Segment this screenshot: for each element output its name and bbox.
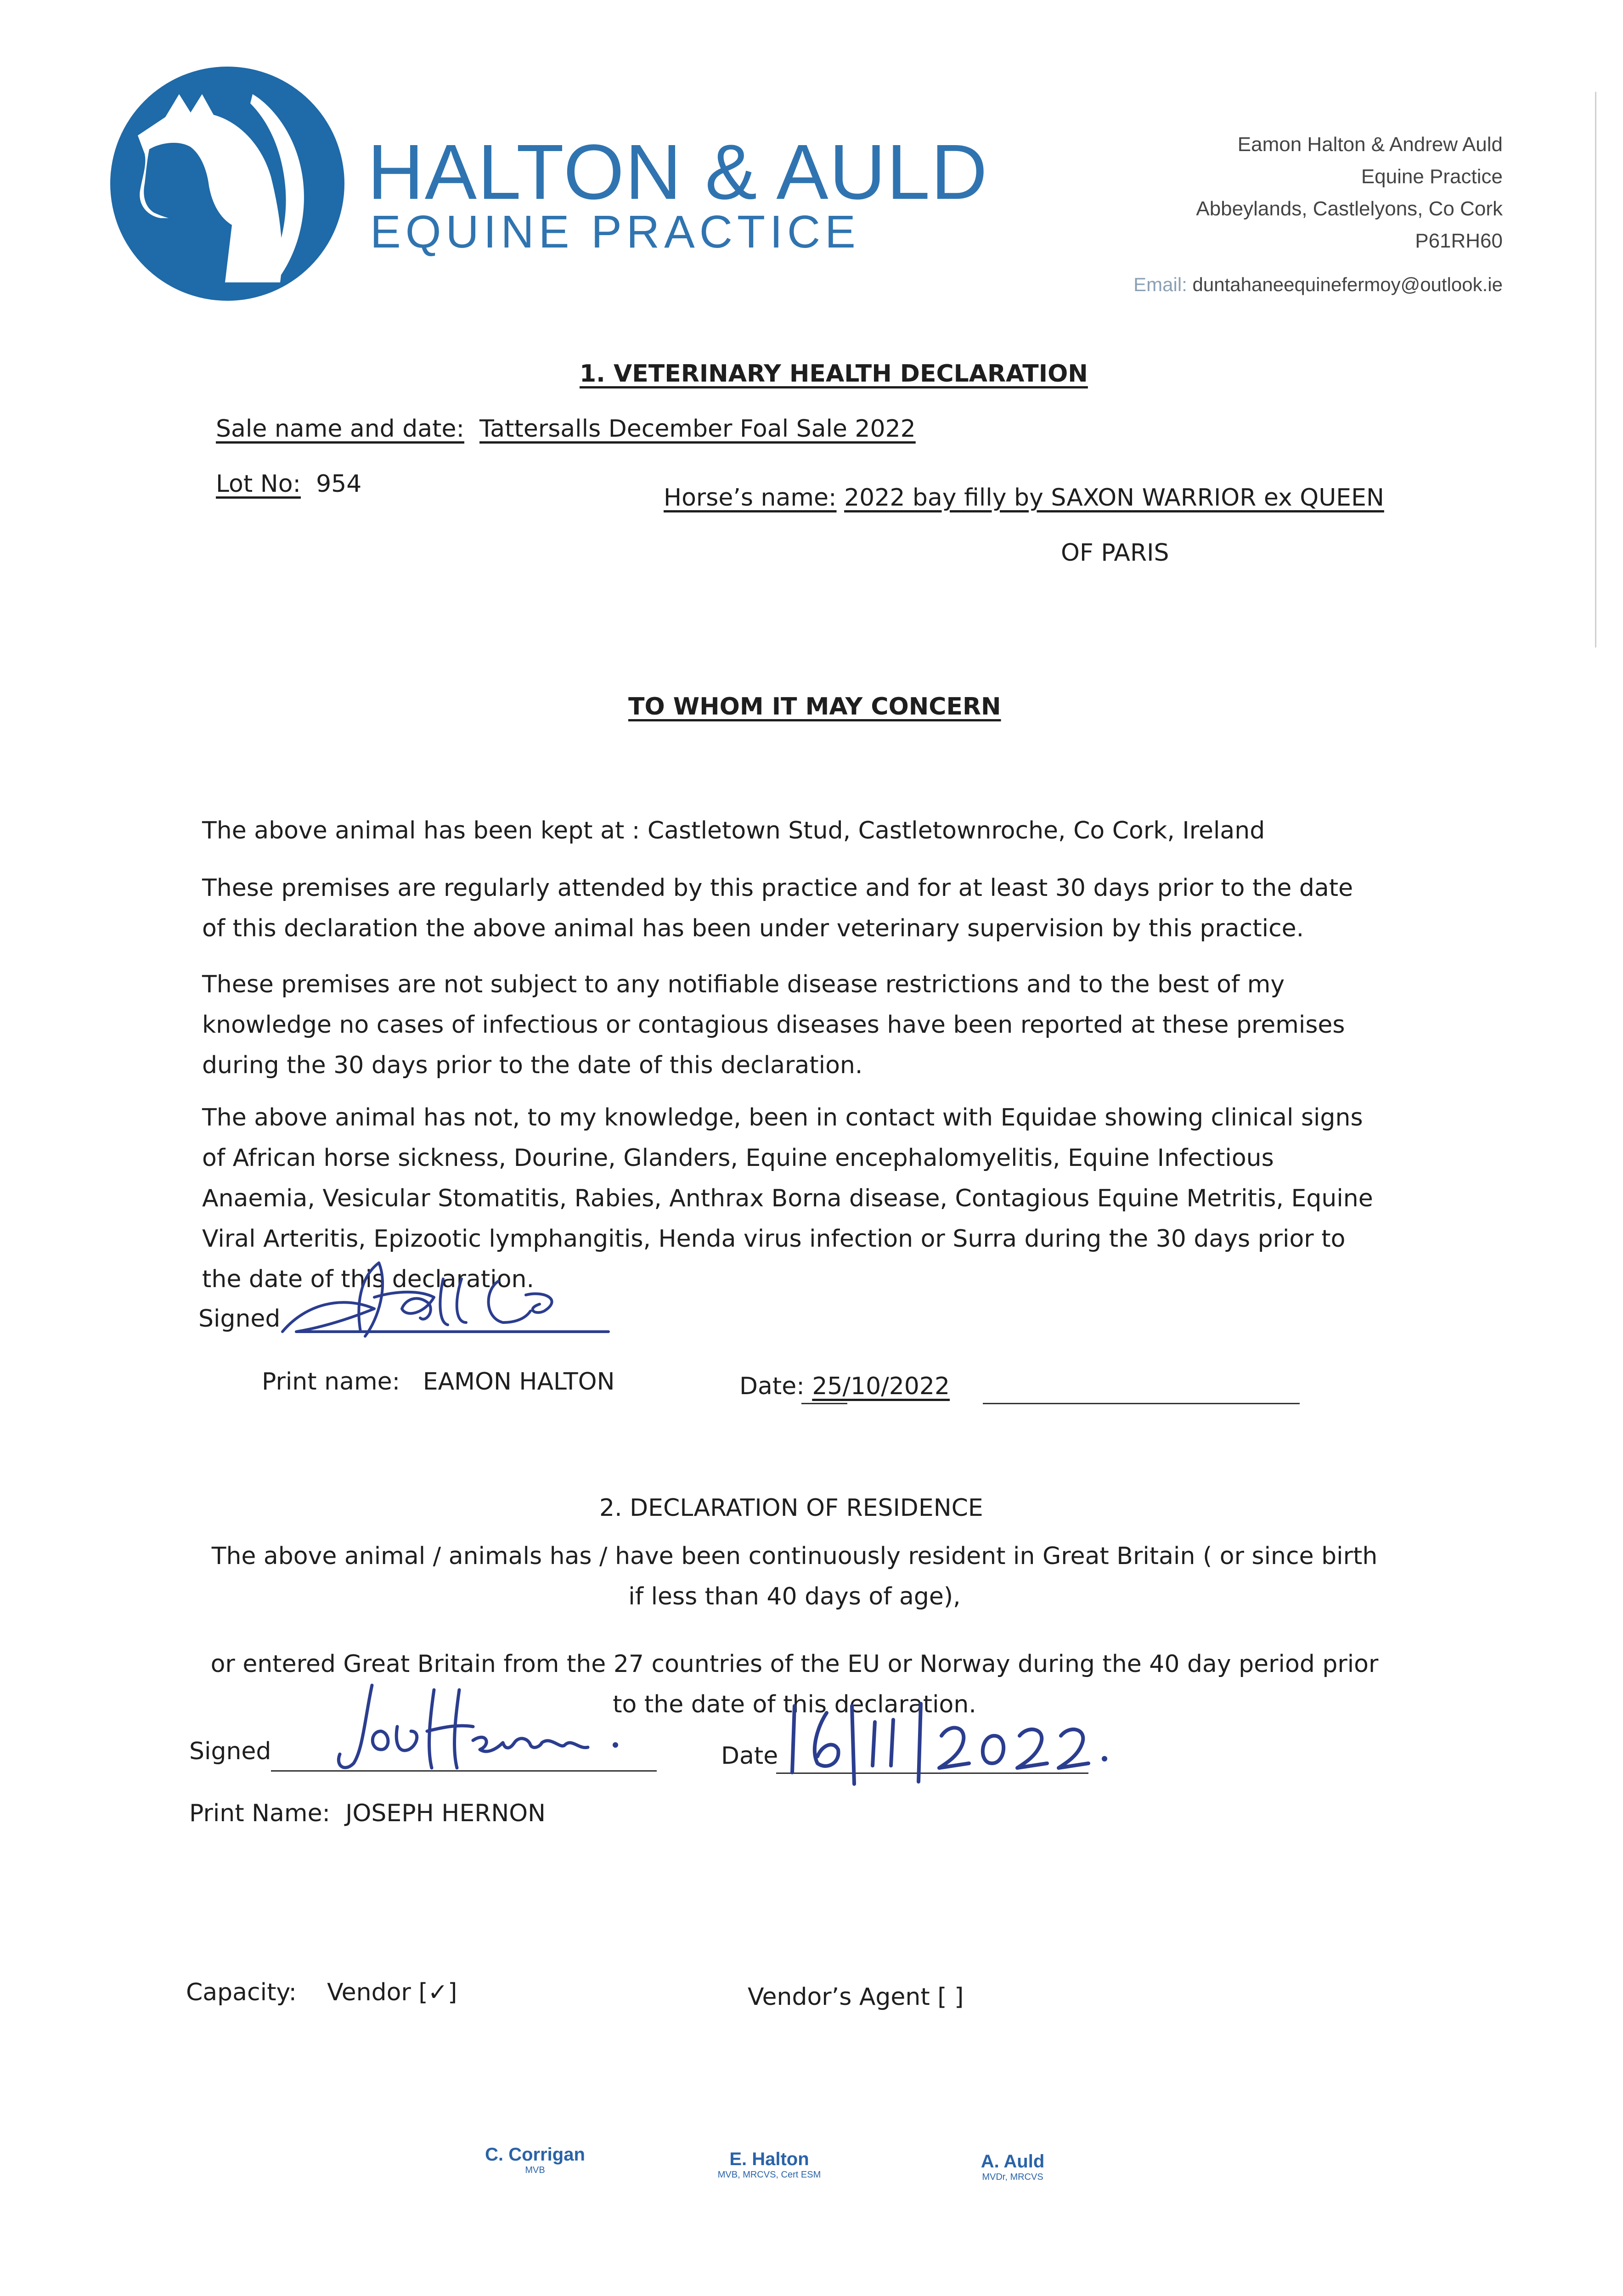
vet-auld [937, 2151, 1088, 2183]
capacity-row [186, 1972, 457, 2013]
residence-paragraph-1: The above animal / animals has / have been continuously resident in Great Britain ( or since birth if less than 40 days of age), [211, 1542, 1378, 1610]
section1-heading: 1. VETERINARY HEALTH DECLARATION [580, 360, 1088, 388]
practice-email [1133, 274, 1503, 296]
signed-label: Signed [198, 1305, 281, 1333]
vet-credentials: MVDr, MRCVS [982, 2172, 1043, 2182]
vet-credentials: MVB [525, 2165, 545, 2175]
concern-heading: TO WHOM IT MAY CONCERN [628, 693, 1001, 720]
practice-logo [110, 67, 344, 301]
sale-value: Tattersalls December Foal Sale 2022 [479, 415, 916, 443]
horse-value: 2022 bay filly by SAXON WARRIOR ex QUEEN [844, 484, 1384, 512]
horse-head-icon [110, 67, 344, 301]
vet-corrigan [459, 2144, 611, 2176]
vet-credentials: MVB, MRCVS, Cert ESM [717, 2170, 821, 2180]
date-line [801, 1403, 847, 1404]
brand-name: HALTON & AULD [367, 129, 988, 216]
signature-eamon-halton [269, 1254, 618, 1345]
address-line: Eamon Halton & Andrew Auld [1237, 133, 1503, 156]
print-name-value: EAMON HALTON [423, 1368, 615, 1396]
paragraph: The above animal has not, to my knowledge, been in contact with Equidae showing clinical signs of African horse sickness, Dourine, Glanders, Equine encephalomyelitis, Equine Infectious Anaemia, Vesicular Stomatitis, Rabies, Anthrax Borna disease, Contagious Equine Metritis, Equine Viral Arteritis, Epizootic lymphangitis, Henda virus infection or Surra during the 30 days prior to the date of this declaration. [202, 1104, 1373, 1293]
capacity-label: Capacity: [186, 1979, 297, 2006]
date-row-1 [739, 1366, 950, 1407]
scan-edge [1595, 92, 1596, 647]
paragraph: The above animal has been kept at : Castletown Stud, Castletownroche, Co Cork, Ireland [202, 817, 1265, 844]
signature-joseph-hernon [321, 1681, 643, 1777]
date-line [983, 1403, 1300, 1404]
section2-heading: 2. DECLARATION OF RESIDENCE [599, 1494, 983, 1522]
print-name-row [262, 1362, 614, 1402]
address-line: Equine Practice [1361, 165, 1503, 188]
lot-value: 954 [316, 470, 362, 498]
practice-address [1196, 129, 1503, 257]
vet-name: C. Corrigan [485, 2144, 585, 2165]
horse-name-row [664, 478, 1384, 518]
print-name-label: Print name: [262, 1368, 400, 1396]
email-label: Email: [1133, 274, 1187, 295]
print-name-row-2 [189, 1793, 546, 1834]
brand-subtitle: EQUINE PRACTICE [370, 206, 860, 258]
address-line: Abbeylands, Castlelyons, Co Cork [1196, 197, 1503, 220]
paragraph: These premises are not subject to any notifiable disease restrictions and to the best of my knowledge no cases of infectious or contagious diseases have been reported at these premises during the 30 days prior to the date of this declaration. [202, 971, 1345, 1079]
horse-label: Horse’s name: [664, 484, 837, 512]
vendor-option: Vendor [✓] [327, 1979, 457, 2006]
sale-label: Sale name and date: [216, 415, 464, 443]
handwritten-date-16-11-2022 [781, 1699, 1111, 1786]
address-line: P61RH60 [1415, 230, 1503, 252]
print-name-value-2: JOSEPH HERNON [345, 1800, 546, 1827]
lot-label: Lot No: [216, 470, 301, 498]
paragraph: These premises are regularly attended by this practice and for at least 30 days prior to the date of this declaration the above animal has been under veterinary supervision by this practice. [202, 874, 1353, 942]
date-value: 25/10/2022 [812, 1373, 950, 1400]
vendor-agent-option: Vendor’s Agent [ ] [748, 1983, 964, 2011]
sale-row [216, 409, 916, 449]
signed-label-2: Signed [189, 1738, 271, 1765]
lot-row [216, 464, 361, 504]
email-address: duntahaneequinefermoy@outlook.ie [1192, 274, 1503, 295]
vet-name: E. Halton [729, 2149, 809, 2169]
residence-paragraph-2: or entered Great Britain from the 27 countries of the EU or Norway during the 40 day period prior to the date of this declaration. [210, 1650, 1379, 1718]
date-label: Date: [739, 1373, 805, 1400]
date-label-2: Date [721, 1742, 778, 1770]
horse-value-cont: OF PARIS [1061, 539, 1169, 567]
vet-halton [693, 2149, 845, 2180]
print-name-label-2: Print Name: [189, 1800, 331, 1827]
vet-name: A. Auld [981, 2151, 1045, 2172]
